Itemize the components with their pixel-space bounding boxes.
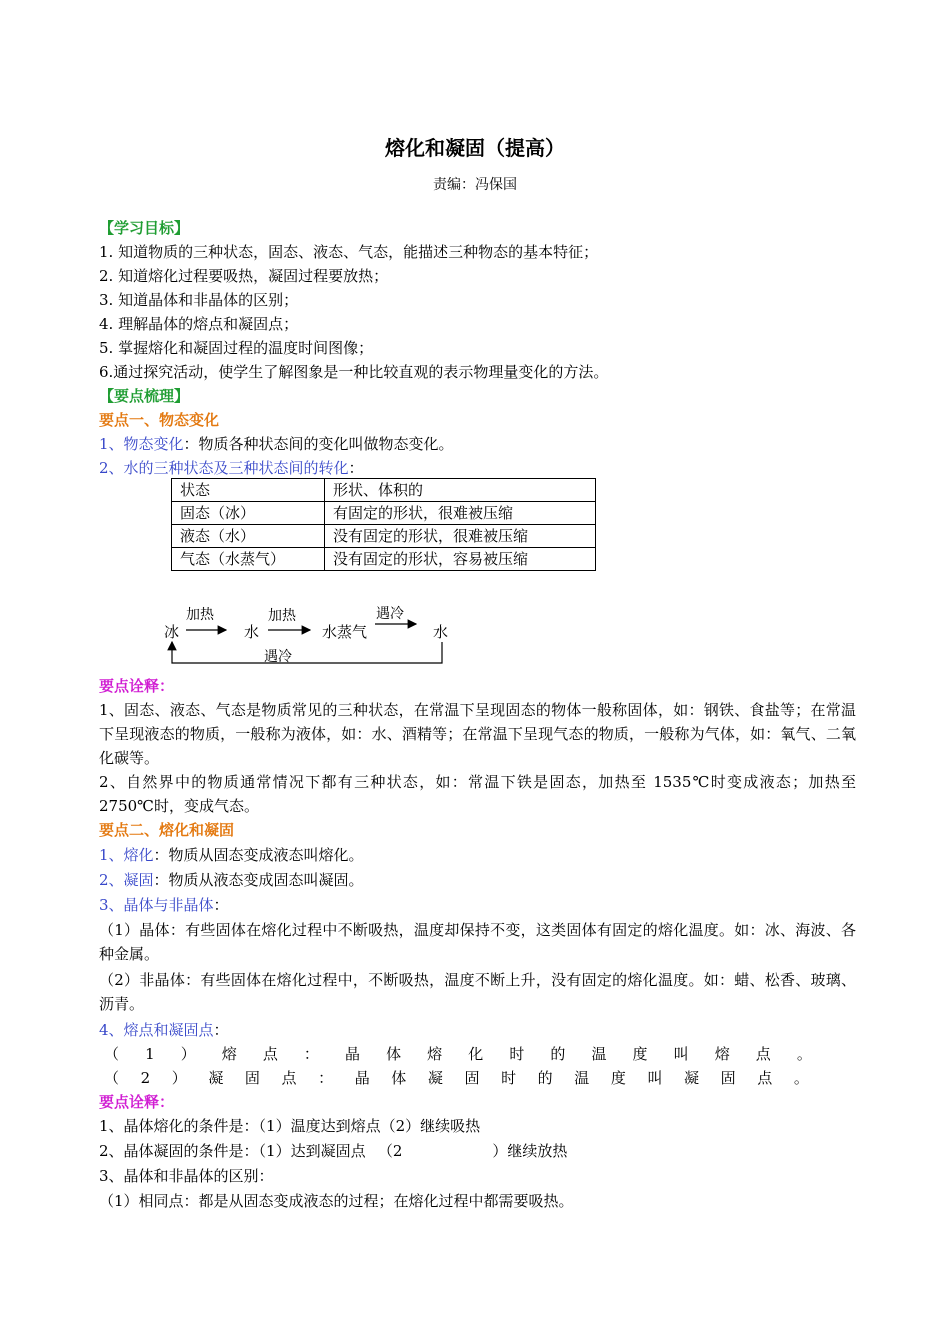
objective-item-2: 2. 知道熔化过程要吸热，凝固过程要放热；: [99, 267, 389, 285]
table-header-cell: 形状、体积的: [325, 479, 596, 502]
char: 固: [464, 1069, 480, 1087]
char: 固: [244, 1069, 260, 1087]
definition-state-change: ：物质各种状态间的变化叫做物态变化。: [183, 435, 454, 453]
notes1-heading: 要点诠释：: [99, 677, 175, 695]
char: 凝: [684, 1069, 700, 1087]
char: 度: [632, 1045, 648, 1063]
term-water-states: 2、水的三种状态及三种状态间的转化: [99, 459, 349, 477]
table-cell: 有固定的形状，很难被压缩: [325, 502, 596, 525]
notes2-line-2-part-1: 2、晶体凝固的条件是：（1）达到凝固点 （2: [99, 1142, 403, 1160]
arrow-water-to-ice: [172, 642, 442, 663]
state-transition-diagram: [160, 600, 460, 670]
point2-melt: [99, 843, 364, 867]
char: 的: [550, 1045, 566, 1063]
char: （: [104, 1045, 120, 1063]
table-row: [172, 525, 596, 548]
char: 温: [591, 1045, 607, 1063]
objective-item-3: 3. 知道晶体和非晶体的区别；: [99, 291, 299, 309]
label-ice: 冰: [164, 623, 180, 641]
editor-line: 责编：冯保国: [433, 177, 517, 193]
colon: ：: [213, 896, 229, 914]
table-header-row: [172, 479, 596, 502]
notes2-line-2-part-2: ）继续放热: [492, 1142, 568, 1160]
char: 凝: [427, 1069, 443, 1087]
objective-item-5: 5. 掌握熔化和凝固过程的温度时间图像；: [99, 339, 374, 357]
label-cool-2: 遇冷: [264, 649, 292, 665]
label-water: 水: [244, 623, 260, 641]
states-table: [171, 478, 596, 571]
table-header-cell: 状态: [172, 479, 325, 502]
summary-heading: 【要点梳理】: [99, 387, 190, 405]
notes2-line-2: [99, 1139, 567, 1163]
char: 度: [610, 1069, 626, 1087]
notes1-paragraph-1: 1、固态、液态、气态是物质常见的三种状态，在常温下呈现固态的物体一般称固体，如：钢铁、食盐等；在常温下呈现液态的物质，一般称为液体，如：水、酒精等；在常温下呈现气态的物质，一般称为气体，如：氧气、二氧化碳等。: [99, 701, 856, 767]
objective-item-1: 1. 知道物质的三种状态，固态、液态、气态，能描述三种物态的基本特征；: [99, 243, 599, 261]
term-melting: 1、熔化: [99, 846, 154, 864]
term-solidifying: 2、凝固: [99, 871, 154, 889]
point1-item1: [99, 432, 454, 456]
term-melting-point: 4、熔点和凝固点: [99, 1021, 214, 1039]
colon: ：: [348, 459, 364, 477]
char: 熔: [714, 1045, 730, 1063]
table-cell: 气态（水蒸气）: [172, 548, 325, 571]
point2-melting-point: [99, 1018, 229, 1042]
char: 凝: [208, 1069, 224, 1087]
point2-crystal: [99, 893, 229, 917]
point2-solidify: [99, 868, 364, 892]
notes2-line-1: 1、晶体熔化的条件是：（1）温度达到熔点（2）继续吸热: [99, 1117, 481, 1135]
char: 时: [509, 1045, 525, 1063]
char: （: [104, 1069, 120, 1087]
label-water-2: 水: [433, 623, 449, 641]
char: 晶: [345, 1045, 361, 1063]
char: 体: [391, 1069, 407, 1087]
char: 叫: [647, 1069, 663, 1087]
table-cell: 液态（水）: [172, 525, 325, 548]
notes2-heading: 要点诠释：: [99, 1093, 175, 1111]
label-heat-2: 加热: [268, 608, 296, 624]
term-crystal: 3、晶体与非晶体: [99, 896, 214, 914]
char: ）: [180, 1045, 196, 1063]
char: 点: [755, 1045, 771, 1063]
char: 叫: [673, 1045, 689, 1063]
char: 熔: [221, 1045, 237, 1063]
crystal-paragraph-1: （1）晶体：有些固体在熔化过程中不断吸热，温度却保持不变，这类固体有固定的熔化温度。如：冰、海波、各种金属。: [99, 921, 856, 963]
definition-solidifying: ：物质从液态变成固态叫凝固。: [153, 871, 364, 889]
char: ：: [303, 1045, 319, 1063]
colon: ：: [213, 1021, 229, 1039]
table-cell: 没有固定的形状，很难被压缩: [325, 525, 596, 548]
table-cell: 没有固定的形状，容易被压缩: [325, 548, 596, 571]
melting-point-definition: [104, 1042, 812, 1066]
char: 熔: [427, 1045, 443, 1063]
solidifying-point-definition: [104, 1066, 809, 1090]
label-vapor: 水蒸气: [322, 623, 368, 641]
crystal-paragraph-2: （2）非晶体：有些固体在熔化过程中，不断吸热，温度不断上升，没有固定的熔化温度。如：蜡、松香、玻璃、沥青。: [99, 971, 856, 1013]
objectives-heading: 【学习目标】: [99, 219, 190, 237]
char: 时: [501, 1069, 517, 1087]
point1-item2: [99, 456, 364, 480]
objective-item-4: 4. 理解晶体的熔点和凝固点；: [99, 315, 299, 333]
char: 。: [793, 1069, 809, 1087]
char: 点: [757, 1069, 773, 1087]
term-state-change: 1、物态变化: [99, 435, 184, 453]
char: ）: [171, 1069, 187, 1087]
char: 。: [796, 1045, 812, 1063]
char: 温: [574, 1069, 590, 1087]
label-heat-1: 加热: [186, 607, 214, 623]
char: 固: [720, 1069, 736, 1087]
char: 体: [386, 1045, 402, 1063]
objective-item-6: 6.通过探究活动，使学生了解图象是一种比较直观的表示物理量变化的方法。: [99, 363, 609, 381]
char: 化: [468, 1045, 484, 1063]
point1-heading: 要点一、物态变化: [99, 411, 220, 429]
char: ：: [318, 1069, 334, 1087]
table-row: [172, 502, 596, 525]
notes1-paragraph-2: 2、自然界中的物质通常情况下都有三种状态，如：常温下铁是固态，加热至 1535℃时变成液态；加热至 2750℃时，变成气态。: [99, 773, 856, 815]
char: 晶: [354, 1069, 370, 1087]
notes2-line-4: （1）相同点：都是从固态变成液态的过程；在熔化过程中都需要吸热。: [99, 1192, 574, 1210]
char: 1: [145, 1045, 155, 1063]
notes2-line-3: 3、晶体和非晶体的区别：: [99, 1167, 274, 1185]
page-title: 熔化和凝固（提高）: [385, 136, 565, 160]
char: 点: [281, 1069, 297, 1087]
char: 的: [537, 1069, 553, 1087]
char: 点: [262, 1045, 278, 1063]
char: 2: [140, 1069, 151, 1087]
point2-heading: 要点二、熔化和凝固: [99, 821, 235, 839]
label-cool-1: 遇冷: [376, 606, 404, 622]
definition-melting: ：物质从固态变成液态叫熔化。: [153, 846, 364, 864]
table-row: [172, 548, 596, 571]
table-cell: 固态（冰）: [172, 502, 325, 525]
